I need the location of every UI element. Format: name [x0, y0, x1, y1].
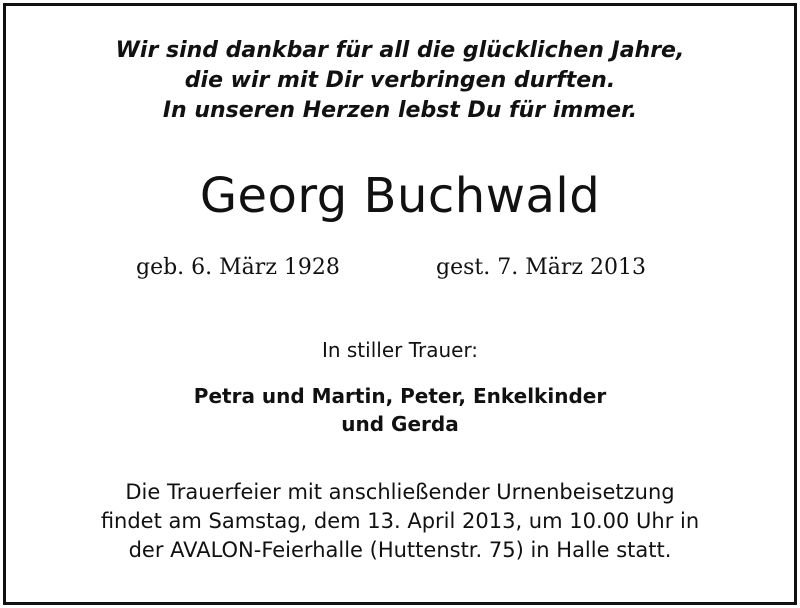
service-line-3: der AVALON-Feierhalle (Huttenstr. 75) in Halle statt. [128, 538, 672, 562]
service-line-2: findet am Samstag, dem 13. April 2013, um 10.00 Uhr in [100, 509, 700, 533]
mourners-line-2: und Gerda [341, 412, 459, 436]
birth-date: geb. 6. März 1928 [136, 255, 340, 280]
mourners-list [0, 382, 800, 438]
verse-line-3: In unseren Herzen lebst Du für immer. [162, 98, 638, 123]
life-dates [0, 252, 800, 284]
verse-line-1: Wir sind dankbar für all die glücklichen Jahre, [115, 38, 685, 63]
death-date: gest. 7. März 2013 [436, 255, 646, 280]
mourning-intro: In stiller Trauer: [321, 338, 479, 362]
verse-line-2: die wir mit Dir verbringen durften. [184, 68, 616, 93]
service-line-1: Die Trauerfeier mit anschließender Urnenbeisetzung [125, 480, 675, 504]
deceased-name: Georg Buchwald [199, 168, 601, 224]
service-info [0, 478, 800, 565]
memorial-verse [0, 36, 800, 126]
mourners-line-1: Petra und Martin, Peter, Enkelkinder [193, 384, 607, 408]
